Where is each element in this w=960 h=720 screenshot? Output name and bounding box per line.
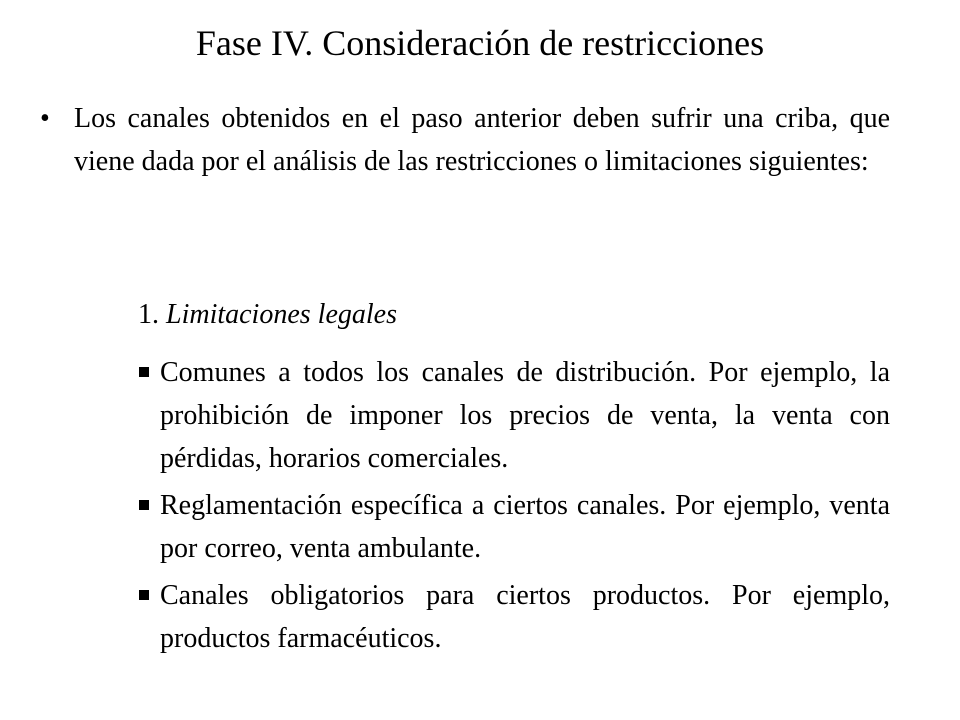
intro-bullet: • bbox=[40, 103, 50, 134]
square-bullet-icon bbox=[139, 367, 149, 377]
list-item-text: Reglamentación específica a ciertos canales. Por ejemplo, venta por correo, venta ambulante. bbox=[160, 490, 890, 564]
square-bullet-icon bbox=[139, 590, 149, 600]
section-number: 1. bbox=[138, 299, 159, 330]
list-item bbox=[136, 351, 890, 480]
list-item-text: Canales obligatorios para ciertos productos. Por ejemplo, productos farmacéuticos. bbox=[160, 580, 890, 654]
list-item bbox=[136, 484, 890, 570]
section-heading-text: Limitaciones legales bbox=[166, 299, 397, 330]
section-heading bbox=[138, 293, 397, 336]
square-bullet-icon bbox=[139, 500, 149, 510]
list-item bbox=[136, 574, 890, 660]
limitations-list bbox=[136, 351, 890, 664]
intro-paragraph: Los canales obtenidos en el paso anterior deben sufrir una criba, que viene dada por el análisis de las restricciones o limitaciones siguientes: bbox=[74, 103, 890, 177]
slide-title: Fase IV. Consideración de restricciones bbox=[195, 23, 765, 63]
list-item-text: Comunes a todos los canales de distribución. Por ejemplo, la prohibición de imponer los precios de venta, la venta con pérdidas, horarios comerciales. bbox=[160, 357, 890, 474]
